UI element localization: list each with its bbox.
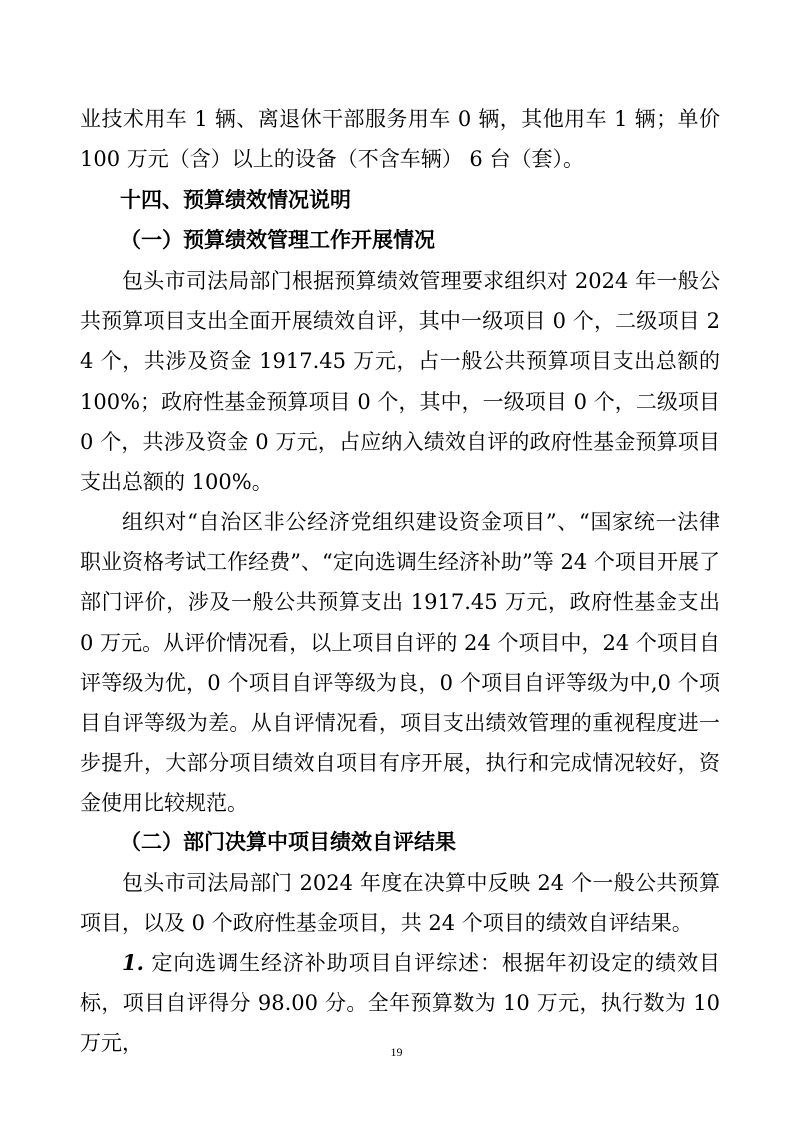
sub-heading-2: （二）部门决算中项目绩效自评结果 <box>120 830 456 854</box>
paragraph-1: 包头市司法局部门根据预算绩效管理要求组织对 2024 年一般公共预算项目支出全面开展绩效自评，其中一级项目 0 个，二级项目 24 个，共涉及资金 1917.45 万元，占一般公共预算项目支出总额的 100%；政府性基金预算项目 0 个，其中，一级项目 0 个，二级项目 0 个，共涉及资金 0 万元，占应纳入绩效自评的政府性基金预算项目支出总额的 100%。 <box>80 269 720 495</box>
paragraph-3: 包头市司法局部门 2024 年度在决算中反映 24 个一般公共预算项目，以及 0 个政府性基金项目，共 24 个项目的绩效自评结果。 <box>80 871 720 936</box>
section-heading: 十四、预算绩效情况说明 <box>120 188 351 212</box>
paragraph-2: 组织对“自治区非公经济党组织建设资金项目”、“国家统一法律职业资格考试工作经费”、“定向选调生经济补助”等 24 个项目开展了部门评价，涉及一般公共预算支出 1917.45 万元，政府性基金支出 0 万元。从评价情况看，以上项目自评的 24 个项目中，24 个项目自评等级为优，0 个项目自评等级为良，0 个项目自评等级为中,0 个项目自评等级为差。从自评情况看，项目支出绩效管理的重视程度进一步提升，大部分项目绩效自项目有序开展，执行和完成情况较好，资金使用比较规范。 <box>80 510 720 816</box>
paragraph-continuation: 业技术用车 1 辆、离退休干部服务用车 0 辆，其他用车 1 辆；单价 100 万元（含）以上的设备（不含车辆） 6 台（套）。 <box>80 107 720 172</box>
page-number: 19 <box>390 1045 403 1059</box>
paragraph-4-text: 定向选调生经济补助项目自评综述：根据年初设定的绩效目标，项目自评得分 98.00 分。全年预算数为 10 万元，执行数为 10 万元， <box>80 951 720 1056</box>
item-number: 1. <box>122 950 144 975</box>
sub-heading-1: （一）预算绩效管理工作开展情况 <box>120 228 435 252</box>
